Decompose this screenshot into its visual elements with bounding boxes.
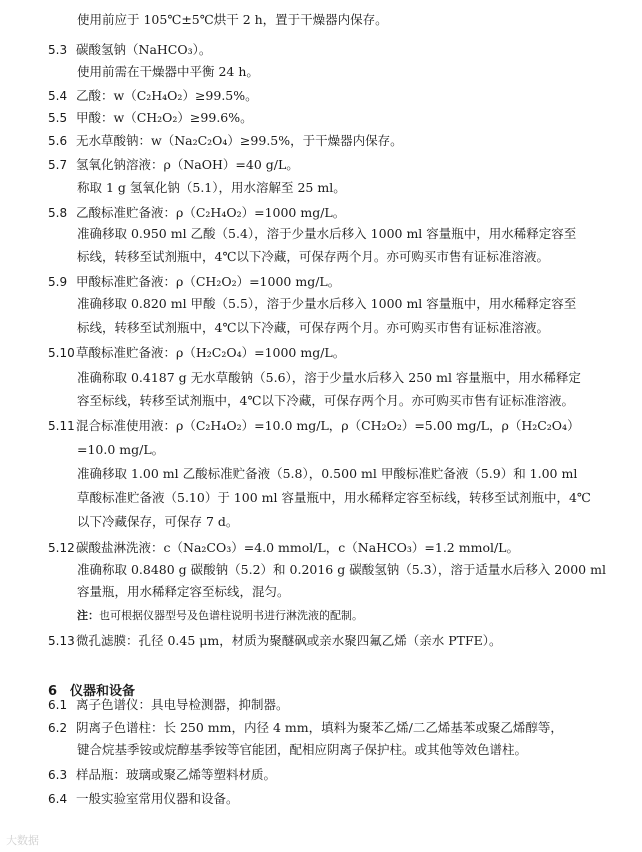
clause-line: [48, 418, 612, 434]
line-text: 阴离子色谱柱：长 250 mm，内径 4 mm，填料为聚苯乙烯/二乙烯基苯或聚乙烯醇等，: [76, 720, 563, 735]
clause-line: [48, 110, 612, 126]
line-text: 混合标准使用液：ρ（C₂H₄O₂）=10.0 mg/L，ρ（CH₂O₂）=5.00 mg/L，ρ（H₂C₂O₄）: [76, 418, 580, 433]
clause-line: [48, 157, 612, 173]
text-line: [77, 442, 612, 458]
line-text: 容量瓶，用水稀释定容至标线，混匀。: [77, 584, 290, 599]
line-text: 草酸标准贮备液：ρ（H₂C₂O₄）=1000 mg/L。: [76, 345, 346, 360]
clause-number: 5.7: [48, 158, 68, 172]
line-text: 甲酸：w（CH₂O₂）≥99.6%。: [76, 110, 253, 125]
watermark: 大数据: [6, 834, 39, 847]
line-text: 碳酸氢钠（NaHCO₃）。: [76, 42, 212, 57]
text-line: [77, 249, 612, 265]
clause-number: 6.3: [48, 768, 68, 782]
clause-number: 6.4: [48, 792, 68, 806]
text-line: [77, 64, 612, 80]
clause-number: 5.11: [48, 419, 75, 433]
line-text: 氢氧化钠溶液：ρ（NaOH）=40 g/L。: [76, 157, 299, 172]
line-text: 称取 1 g 氢氧化钠（5.1），用水溶解至 25 ml。: [77, 180, 346, 195]
line-text: 甲酸标准贮备液：ρ（CH₂O₂）=1000 mg/L。: [76, 274, 341, 289]
text-line: [77, 180, 612, 196]
text-line: [77, 296, 612, 312]
line-text: =10.0 mg/L。: [77, 442, 165, 457]
clause-number: 5.6: [48, 134, 68, 148]
clause-line: [48, 133, 612, 149]
text-line: [77, 370, 612, 386]
text-line: [77, 393, 612, 409]
line-text: 准确称取 0.4187 g 无水草酸钠（5.6），溶于少量水后移入 250 ml 容量瓶中，用水稀释定: [77, 370, 581, 385]
clause-number: 5.5: [48, 111, 68, 125]
line-text: 准确移取 0.820 ml 甲酸（5.5），溶于少量水后移入 1000 ml 容量瓶中，用水稀释定容至: [77, 296, 577, 311]
clause-line: [48, 274, 612, 290]
text-line: [77, 562, 612, 578]
clause-line: [48, 540, 612, 556]
clause-number: 5.10: [48, 346, 75, 360]
clause-line: [48, 697, 612, 713]
line-text: 以下冷藏保存，可保存 7 d。: [77, 514, 239, 529]
clause-line: [48, 767, 612, 783]
line-text: 样品瓶：玻璃或聚乙烯等塑料材质。: [76, 767, 277, 782]
line-text: 乙酸：w（C₂H₄O₂）≥99.5%。: [76, 88, 258, 103]
line-text: 准确移取 0.950 ml 乙酸（5.4），溶于少量水后移入 1000 ml 容量瓶中，用水稀释定容至: [77, 226, 577, 241]
clause-number: 5.13: [48, 634, 75, 648]
clause-number: 5.9: [48, 275, 68, 289]
note-text: 也可根据仪器型号及色谱柱说明书进行淋洗液的配制。: [99, 609, 363, 622]
line-text: 标线，转移至试剂瓶中，4℃以下冷藏，可保存两个月。亦可购买市售有证标准溶液。: [77, 249, 549, 264]
line-text: 使用前需在干燥器中平衡 24 h。: [77, 64, 259, 79]
clause-line: [48, 720, 612, 736]
clause-line: [48, 42, 612, 58]
section-number: 6: [48, 684, 58, 699]
line-text: 使用前应于 105℃±5℃烘干 2 h，置于干燥器内保存。: [77, 12, 388, 27]
clause-line: [48, 345, 612, 361]
line-text: 草酸标准贮备液（5.10）于 100 ml 容量瓶中，用水稀释定容至标线，转移至试剂瓶中，4℃: [77, 490, 591, 505]
clause-number: 5.3: [48, 43, 68, 57]
note-label: 注：: [77, 609, 99, 622]
line-text: 离子色谱仪：具电导检测器，抑制器。: [76, 697, 289, 712]
clause-number: 6.1: [48, 698, 68, 712]
text-line: [77, 320, 612, 336]
line-text: 一般实验室常用仪器和设备。: [76, 791, 239, 806]
clause-number: 5.12: [48, 541, 75, 555]
clause-line: [48, 88, 612, 104]
note-line: [77, 609, 363, 623]
clause-number: 5.4: [48, 89, 68, 103]
line-text: 乙酸标准贮备液：ρ（C₂H₄O₂）=1000 mg/L。: [76, 205, 346, 220]
line-text: 微孔滤膜：孔径 0.45 μm，材质为聚醚砜或亲水聚四氟乙烯（亲水 PTFE）。: [76, 633, 502, 648]
text-line: [77, 742, 612, 758]
line-text: 键合烷基季铵或烷醇基季铵等官能团，配相应阴离子保护柱。或其他等效色谱柱。: [77, 742, 528, 757]
clause-line: [48, 205, 612, 221]
text-line: [77, 226, 612, 242]
line-text: 准确称取 0.8480 g 碳酸钠（5.2）和 0.2016 g 碳酸氢钠（5.3），溶于适量水后移入 2000 ml: [77, 562, 606, 577]
line-text: 容至标线，转移至试剂瓶中，4℃以下冷藏，可保存两个月。亦可购买市售有证标准溶液。: [77, 393, 574, 408]
section-title: 仪器和设备: [70, 684, 136, 699]
clause-number: 6.2: [48, 721, 68, 735]
text-line: [77, 490, 612, 506]
line-text: 标线，转移至试剂瓶中，4℃以下冷藏，可保存两个月。亦可购买市售有证标准溶液。: [77, 320, 549, 335]
clause-line: [48, 791, 612, 807]
line-text: 碳酸盐淋洗液：c（Na₂CO₃）=4.0 mmol/L，c（NaHCO₃）=1.2 mmol/L。: [76, 540, 519, 555]
clause-number: 5.8: [48, 206, 68, 220]
text-line: [77, 466, 612, 482]
text-line: [77, 514, 612, 530]
text-line: [77, 12, 612, 28]
clause-line: [48, 633, 612, 649]
text-line: [77, 584, 612, 600]
line-text: 无水草酸钠：w（Na₂C₂O₄）≥99.5%，于干燥器内保存。: [76, 133, 403, 148]
line-text: 准确移取 1.00 ml 乙酸标准贮备液（5.8），0.500 ml 甲酸标准贮备液（5.9）和 1.00 ml: [77, 466, 578, 481]
